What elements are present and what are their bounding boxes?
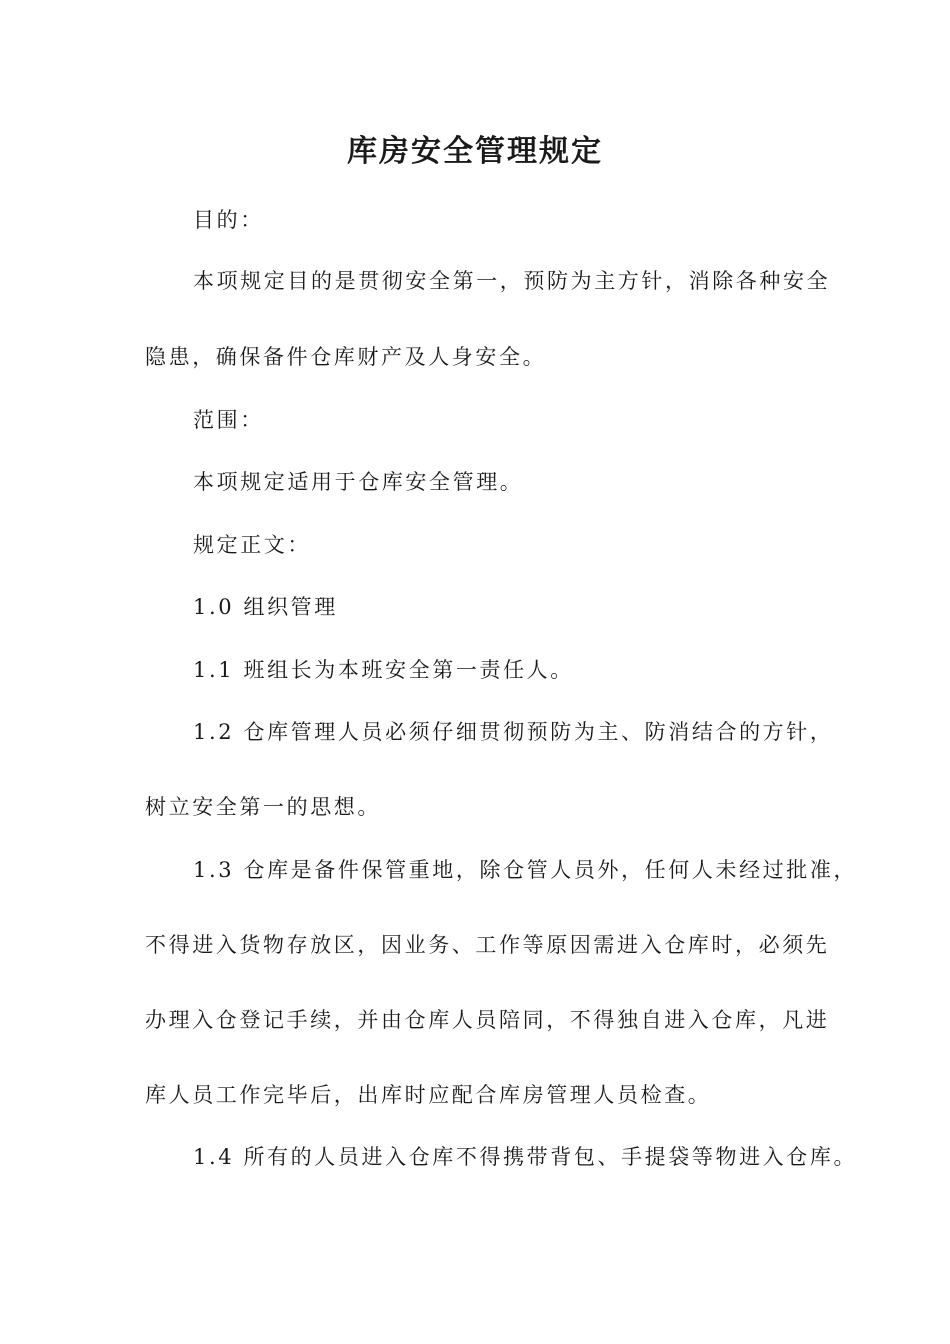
clause-line: 1.1 班组长为本班安全第一责任人。 (193, 658, 574, 682)
section-heading-scope: 范围： (193, 408, 264, 432)
clause-line: 1.4 所有的人员进入仓库不得携带背包、手提袋等物进入仓库。 (193, 1145, 858, 1169)
clause-heading: 1.0 组织管理 (193, 595, 338, 619)
clause-line: 树立安全第一的思想。 (145, 795, 381, 819)
clause-line: 办理入仓登记手续，并由仓库人员陪同，不得独自进入仓库，凡进 (145, 1008, 830, 1032)
section-heading-body: 规定正文： (193, 533, 311, 557)
clause-line: 1.3 仓库是备件保管重地，除仓管人员外，任何人未经过批准， (193, 858, 858, 882)
clause-line: 库人员工作完毕后，出库时应配合库房管理人员检查。 (145, 1083, 712, 1107)
section-heading-purpose: 目的： (193, 208, 264, 232)
paragraph-line: 隐患，确保备件仓库财产及人身安全。 (145, 345, 547, 369)
paragraph-line: 本项规定适用于仓库安全管理。 (193, 470, 524, 494)
clause-line: 不得进入货物存放区，因业务、工作等原因需进入仓库时，必须先 (145, 933, 830, 957)
document-title: 库房安全管理规定 (347, 134, 603, 169)
paragraph-line: 本项规定目的是贯彻安全第一，预防为主方针，消除各种安全 (193, 269, 831, 293)
clause-line: 1.2 仓库管理人员必须仔细贯彻预防为主、防消结合的方针， (193, 720, 834, 744)
